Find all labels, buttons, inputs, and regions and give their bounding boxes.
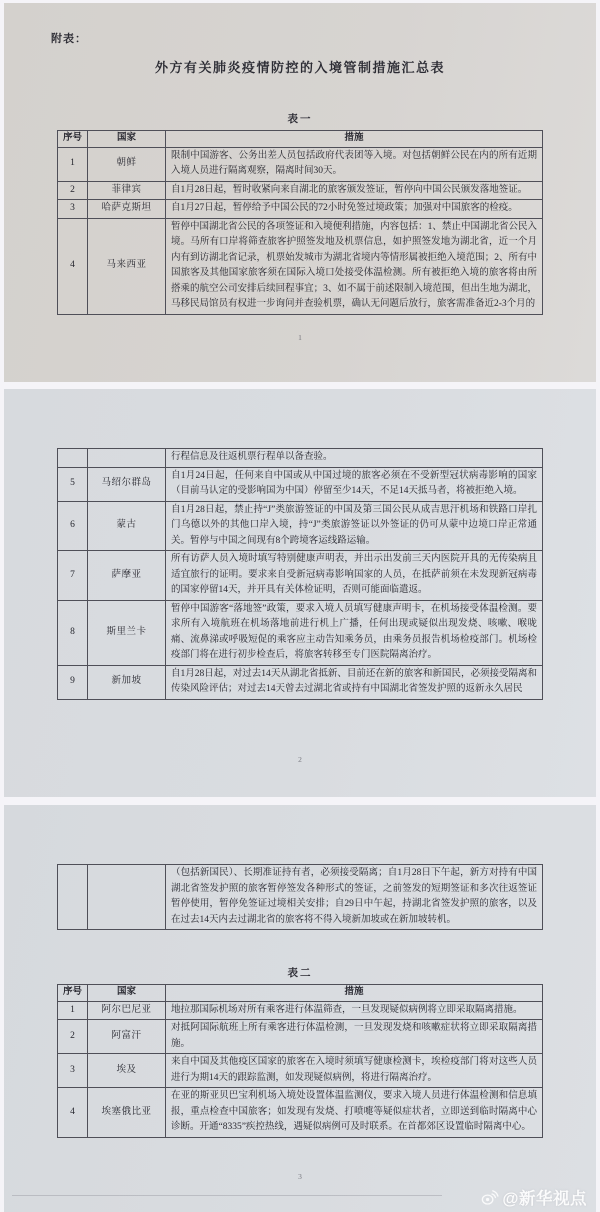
- measure-cell: 暂停中国游客“落地签”政策，要求入境人员填写健康声明卡，在机场接受体温检测。要求所有入境航班在机场落地前进行机上广播，任何出现或疑似出现发烧、咳嗽、喉咙痛、流鼻涕或呼吸短促的乘客应主动告知乘务员，由乘务员报告机场检疫部门。机场检疫部门将在进行初步检查后，将旅客转移至专门医院隔离治疗。: [166, 600, 543, 665]
- measure-cell: 对抵阿国际航班上所有乘客进行体温检测，一旦发现发烧和咳嗽症状将立即采取隔离措施。: [166, 1020, 543, 1054]
- measure-cell: 限制中国游客、公务出差人员包括政府代表团等入境。对包括朝鲜公民在内的所有近期入境人员进行隔离观察，隔离时间30天。: [166, 147, 543, 181]
- measure-cell: 所有访萨人员入境时填写特别健康声明表，并出示出发前三天内医院开具的无传染病且适宜旅行的证明。要求来自受新冠病毒影响国家的人员，在抵萨前须在未发现新冠病毒的国家停留14天，并开具有关体检证明，否则可能面临遣返。: [166, 551, 543, 601]
- measure-cell: 来自中国及其他疫区国家的旅客在入境时须填写健康检测卡，埃检疫部门将对这些人员进行为期14天的跟踪监测，如发现疑似病例，将进行隔离治疗。: [166, 1054, 543, 1088]
- country-cell: 斯里兰卡: [88, 600, 166, 665]
- document-page-1: [4, 3, 596, 382]
- page-number: 2: [298, 755, 302, 764]
- index-cell: 6: [58, 501, 88, 551]
- page-number: 3: [298, 1172, 302, 1181]
- table-row: [58, 1020, 543, 1054]
- table-row: [58, 501, 543, 551]
- table-row: [58, 1054, 543, 1088]
- measure-cell: 行程信息及往返机票行程单以备查验。: [166, 449, 543, 468]
- table2-header-row: [58, 985, 543, 1002]
- table-row: [58, 600, 543, 665]
- index-cell: 3: [58, 200, 88, 219]
- measure-cell: 暂停中国湖北省公民的各项签证和入境便利措施，内容包括：1、禁止中国湖北省公民入境。马所有口岸将筛查旅客护照签发地及机票信息，如护照签发地为湖北省，近一个月内有到访湖北省记录，机票始发城市为湖北省境内等情形属被拒绝入境范围；2、所有中国旅客及其他国家旅客须在国际入境口处接受体温检测。所有被拒绝入境的旅客将由所搭乘的航空公司安排后续回程事宜；3、如不属于前述限制入境范围，但出生地为湖北，马移民局馆员有权进一步询问并查验机票，确认无问题后放行，旅客需准备近2-3个月的: [166, 218, 543, 314]
- country-cell: [88, 865, 166, 930]
- weibo-logo-icon: [480, 1188, 499, 1207]
- table-row: [58, 1001, 543, 1020]
- country-cell: 阿富汗: [88, 1020, 166, 1054]
- page-number: 1: [298, 333, 302, 342]
- index-cell: [58, 865, 88, 930]
- index-cell: 4: [58, 1088, 88, 1138]
- col-header-no: 序号: [58, 985, 88, 1002]
- table1-continued: [57, 448, 543, 700]
- measure-cell: 自1月27日起，暂停给予中国公民的72小时免签过境政策；加强对中国旅客的检疫。: [166, 200, 543, 219]
- table-row: [58, 467, 543, 501]
- table1: [57, 130, 543, 315]
- country-cell: 埃塞俄比亚: [88, 1088, 166, 1138]
- index-cell: 2: [58, 1020, 88, 1054]
- attachment-label: 附表：: [51, 33, 87, 45]
- index-cell: 1: [58, 147, 88, 181]
- index-cell: 1: [58, 1001, 88, 1020]
- index-cell: 5: [58, 467, 88, 501]
- index-cell: 3: [58, 1054, 88, 1088]
- measure-cell: 自1月28日起，对过去14天从湖北省抵新、目前还在新的旅客和新国民，必须接受隔离和传染风险评估；对过去14天曾去过湖北省或持有中国湖北省签发护照的返新永久居民: [166, 665, 543, 699]
- document-page-2: [4, 389, 596, 797]
- table-row: [58, 865, 543, 930]
- document-title: 外方有关肺炎疫情防控的入境管制措施汇总表: [154, 60, 445, 75]
- paper-edge-shadow: [12, 1195, 442, 1196]
- country-cell: 朝鲜: [88, 147, 166, 181]
- measure-cell: 地拉那国际机场对所有乘客进行体温筛查，一旦发现疑似病例将立即采取隔离措施。: [166, 1001, 543, 1020]
- table-row: [58, 181, 543, 200]
- table-row: [58, 449, 543, 468]
- measure-cell: 在亚的斯亚贝巴宝利机场入境处设置体温监测仪，要求入境人员进行体温检测和信息填报，重点检查中国旅客；如发现有发烧、打喷嚏等疑似症状者，立即送到临时隔离中心诊断。开通“8335”疾控热线，遇疑似病例可及时联系。在首都郊区设置临时隔离中心。: [166, 1088, 543, 1138]
- country-cell: 新加坡: [88, 665, 166, 699]
- country-cell: 埃及: [88, 1054, 166, 1088]
- watermark: [480, 1185, 587, 1209]
- measure-cell: 自1月24日起，任何来自中国或从中国过境的旅客必须在不受新型冠状病毒影响的国家（目前马认定的受影响国为中国）停留至少14天，不足14天抵马者，将被拒绝入境。: [166, 467, 543, 501]
- col-header-measure: 措施: [166, 131, 543, 148]
- index-cell: 4: [58, 218, 88, 314]
- index-cell: 2: [58, 181, 88, 200]
- table-row: [58, 1088, 543, 1138]
- col-header-country: 国家: [88, 131, 166, 148]
- table2-label: 表二: [287, 968, 313, 979]
- table-row: [58, 218, 543, 314]
- country-cell: 萨摩亚: [88, 551, 166, 601]
- col-header-country: 国家: [88, 985, 166, 1002]
- table1-label: 表一: [287, 114, 313, 125]
- index-cell: 9: [58, 665, 88, 699]
- country-cell: 蒙古: [88, 501, 166, 551]
- index-cell: 7: [58, 551, 88, 601]
- country-cell: 哈萨克斯坦: [88, 200, 166, 219]
- measure-cell: （包括新国民）、长期准证持有者，必须接受隔离；自1月28日下午起，新方对持有中国湖北省签发护照的旅客暂停签发各种形式的签证，之前签发的短期签证和多次往返签证暂停使用，暂停免签证过境相关安排；自29日中午起，持湖北省签发护照的旅客，以及在过去14天内去过湖北省的旅客将不得入境新加坡或在新加坡转机。: [166, 865, 543, 930]
- measure-cell: 自1月28日起，禁止持“J”类旅游签证的中国及第三国公民从成吉思汗机场和铁路口岸扎门乌德以外的其他口岸入境，持“J”类旅游签证以外签证的仍可从蒙中边境口岸正常通关。暂停与中国之间现有8个跨境客运线路运输。: [166, 501, 543, 551]
- table-row: [58, 551, 543, 601]
- country-cell: 阿尔巴尼亚: [88, 1001, 166, 1020]
- table-row: [58, 665, 543, 699]
- country-cell: 菲律宾: [88, 181, 166, 200]
- table-row: [58, 200, 543, 219]
- country-cell: [88, 449, 166, 468]
- index-cell: [58, 449, 88, 468]
- country-cell: 马来西亚: [88, 218, 166, 314]
- col-header-no: 序号: [58, 131, 88, 148]
- table1-continuation-row: [57, 864, 543, 930]
- watermark-handle: @新华视点: [502, 1190, 587, 1208]
- document-page-3: [4, 805, 596, 1212]
- table2: [57, 984, 543, 1138]
- col-header-measure: 措施: [166, 985, 543, 1002]
- country-cell: 马绍尔群岛: [88, 467, 166, 501]
- measure-cell: 自1月28日起，暂时收紧向来自湖北的旅客颁发签证，暂停向中国公民颁发落地签证。: [166, 181, 543, 200]
- table1-header-row: [58, 131, 543, 148]
- index-cell: 8: [58, 600, 88, 665]
- table-row: [58, 147, 543, 181]
